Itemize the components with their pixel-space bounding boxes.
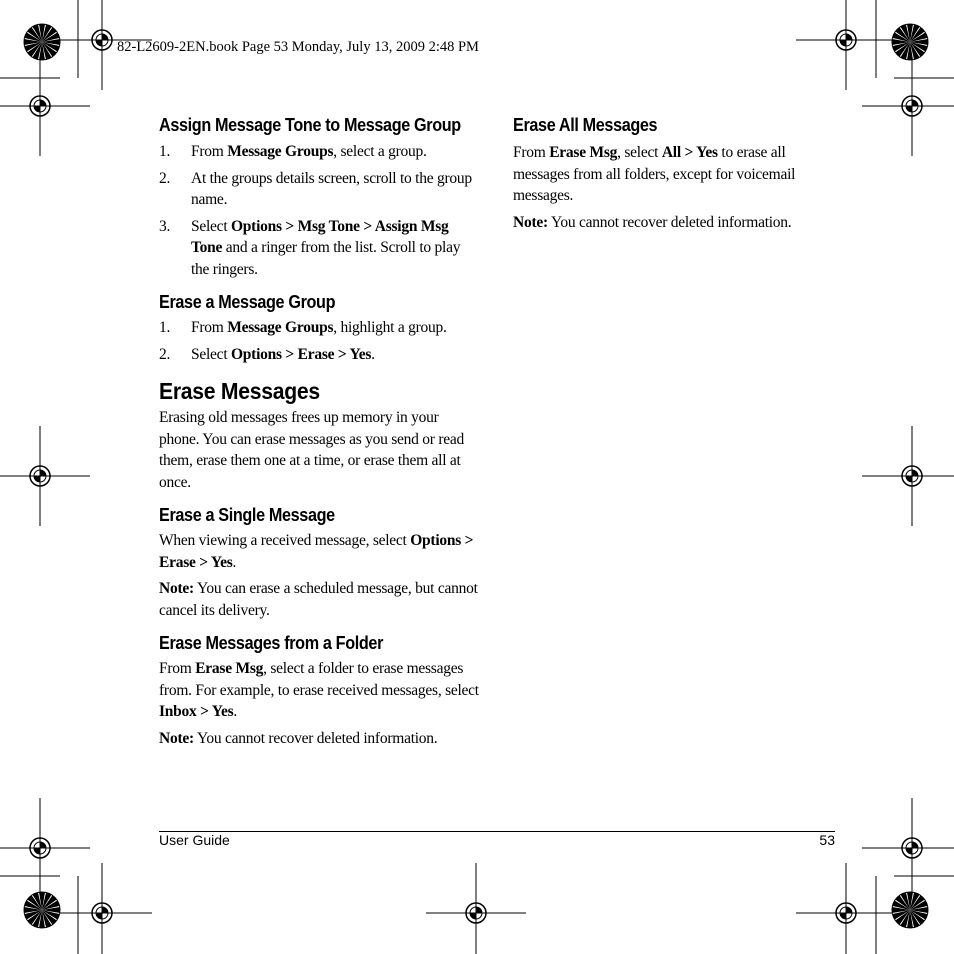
step-text: At the groups details screen, scroll to the group name. bbox=[191, 169, 472, 208]
page-number: 53 bbox=[819, 832, 835, 848]
heading-erase-single: Erase a Single Message bbox=[159, 505, 335, 525]
book-info-header: 82-L2609-2EN.book Page 53 Monday, July 13, 2009 2:48 PM bbox=[117, 39, 479, 55]
list-number: 2. bbox=[159, 345, 171, 363]
list-number: 1. bbox=[159, 143, 171, 160]
note-label: Note: bbox=[159, 729, 194, 747]
heading-assign-tone: Assign Message Tone to Message Group bbox=[159, 115, 461, 135]
menu-path: Erase Msg bbox=[195, 660, 264, 677]
paragraph-text: From bbox=[159, 660, 196, 677]
step-text: Select bbox=[191, 217, 231, 235]
heading-erase-messages: Erase Messages bbox=[159, 378, 320, 404]
note-text: You can erase a scheduled message, but cannot cancel its delivery. bbox=[159, 580, 478, 619]
step-text: , select a group. bbox=[333, 143, 427, 160]
paragraph-text: , select bbox=[617, 144, 662, 161]
menu-path: Inbox > Yes bbox=[159, 703, 234, 720]
step-text: From bbox=[191, 143, 228, 160]
footer-title: User Guide bbox=[159, 832, 230, 848]
note-label: Note: bbox=[513, 213, 548, 231]
note-label: Note: bbox=[159, 580, 194, 597]
paragraph-text: to erase all messages from all folders, except for voicemail messages. bbox=[513, 144, 796, 204]
paragraph-text: When viewing a received message, select bbox=[159, 532, 411, 549]
list-number: 3. bbox=[159, 217, 171, 235]
note-text: You cannot recover deleted information. bbox=[193, 729, 438, 747]
paragraph-text: , select a folder to erase messages from. For example, to erase received messages, select bbox=[159, 660, 479, 699]
step-text: Select bbox=[191, 345, 231, 363]
note-text: You cannot recover deleted information. bbox=[547, 213, 792, 231]
paragraph-text: . bbox=[232, 553, 237, 571]
step-text: From bbox=[191, 319, 228, 336]
menu-path: Options > Erase > Yes bbox=[159, 532, 474, 571]
menu-path: Message Groups bbox=[227, 143, 334, 160]
heading-erase-all: Erase All Messages bbox=[513, 115, 658, 135]
paragraph-text: . bbox=[233, 703, 238, 720]
menu-path: Options > Erase > Yes bbox=[231, 345, 372, 363]
paragraph-text: From bbox=[513, 144, 550, 161]
menu-path: All > Yes bbox=[661, 144, 718, 161]
list-number: 1. bbox=[159, 319, 171, 336]
menu-path: Message Groups bbox=[227, 319, 334, 336]
menu-path: Erase Msg bbox=[549, 144, 618, 161]
body-paragraph: Erasing old messages frees up memory in your phone. You can erase messages as you send or read them, erase them one at a time, or erase them all at once. bbox=[159, 409, 464, 491]
heading-erase-folder: Erase Messages from a Folder bbox=[159, 633, 384, 653]
step-text: , highlight a group. bbox=[333, 319, 447, 336]
list-number: 2. bbox=[159, 169, 171, 187]
step-text: . bbox=[371, 345, 375, 363]
menu-path: Options > Msg Tone > Assign Msg Tone bbox=[191, 217, 449, 256]
step-text: and a ringer from the list. Scroll to play the ringers. bbox=[191, 239, 461, 278]
heading-erase-group: Erase a Message Group bbox=[159, 292, 336, 312]
